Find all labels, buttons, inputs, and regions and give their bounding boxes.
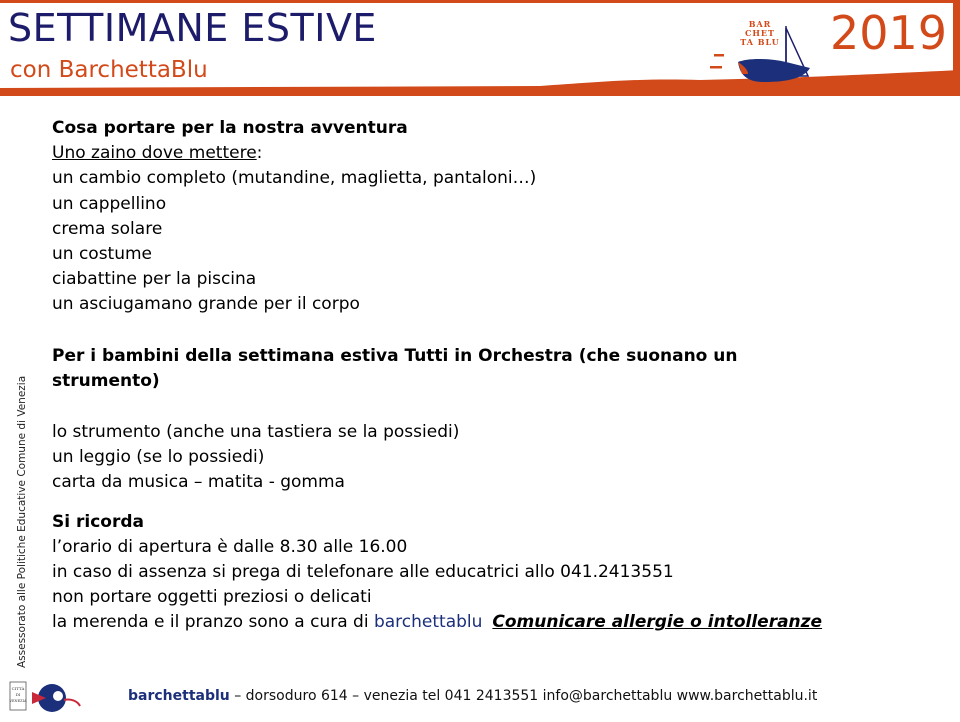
bring-intro-underlined: Uno zaino dove mettere bbox=[52, 143, 257, 164]
bring-intro bbox=[52, 141, 932, 166]
footer-text: – dorsoduro 614 – venezia tel 041 2413551 info@barchettablu www.barchettablu.it bbox=[229, 688, 818, 704]
spacer bbox=[52, 394, 932, 420]
list-item: un leggio (se lo possiedi) bbox=[52, 447, 265, 468]
list-item-last bbox=[52, 610, 932, 635]
last-item-prefix: la merenda e il pranzo sono a cura di bbox=[52, 612, 374, 633]
main-content bbox=[52, 116, 932, 636]
list-item: carta da musica – matita - gomma bbox=[52, 472, 345, 493]
orchestra-heading-line2: strumento) bbox=[52, 370, 160, 391]
bring-heading: Cosa portare per la nostra avventura bbox=[52, 118, 408, 138]
footer-brand: barchettablu bbox=[128, 688, 230, 704]
svg-text:DI: DI bbox=[15, 692, 21, 697]
list-item: in caso di assenza si prega di telefonare alle educatrici allo 041.2413551 bbox=[52, 562, 674, 583]
page-header bbox=[0, 0, 960, 96]
logo-text: BAR CHET TA BLU bbox=[740, 19, 780, 47]
list-item: lo strumento (anche una tastiera se la possiedi) bbox=[52, 422, 460, 443]
brand-inline-text: barchettablu bbox=[373, 612, 483, 633]
list-item: crema solare bbox=[52, 218, 163, 239]
venezia-emblem-icon bbox=[8, 678, 88, 718]
page-title: SETTIMANE ESTIVE bbox=[8, 6, 377, 50]
svg-text:VENEZIA: VENEZIA bbox=[9, 699, 27, 703]
list-item: un cappellino bbox=[52, 193, 167, 214]
bring-intro-suffix: : bbox=[256, 143, 263, 164]
reminder-heading: Si ricorda bbox=[52, 511, 144, 532]
footer-logos bbox=[8, 678, 88, 718]
page-subtitle: con BarchettaBlu bbox=[10, 57, 208, 83]
allergies-notice: Comunicare allergie o intolleranze bbox=[492, 612, 823, 633]
spacer bbox=[52, 318, 932, 344]
orchestra-heading-line1: Per i bambini della settimana estiva Tutti in Orchestra (che suonano un bbox=[52, 345, 738, 366]
svg-text:CITTÀ: CITTÀ bbox=[11, 686, 25, 691]
list-item: non portare oggetti preziosi o delicati bbox=[52, 587, 372, 608]
footer-contacts bbox=[128, 688, 817, 704]
barchettablu-logo bbox=[708, 18, 818, 84]
list-item: l’orario di apertura è dalle 8.30 alle 16.00 bbox=[52, 536, 408, 557]
list-item: un costume bbox=[52, 244, 153, 265]
spacer bbox=[52, 496, 932, 510]
list-item: un asciugamano grande per il corpo bbox=[52, 294, 360, 315]
list-item: ciabattine per la piscina bbox=[52, 269, 257, 290]
side-institution-text: Assessorato alle Politiche Educative Comune di Venezia bbox=[16, 375, 28, 668]
list-item: un cambio completo (mutandine, maglietta, pantaloni…) bbox=[52, 168, 537, 189]
year-label: 2019 bbox=[830, 6, 948, 60]
